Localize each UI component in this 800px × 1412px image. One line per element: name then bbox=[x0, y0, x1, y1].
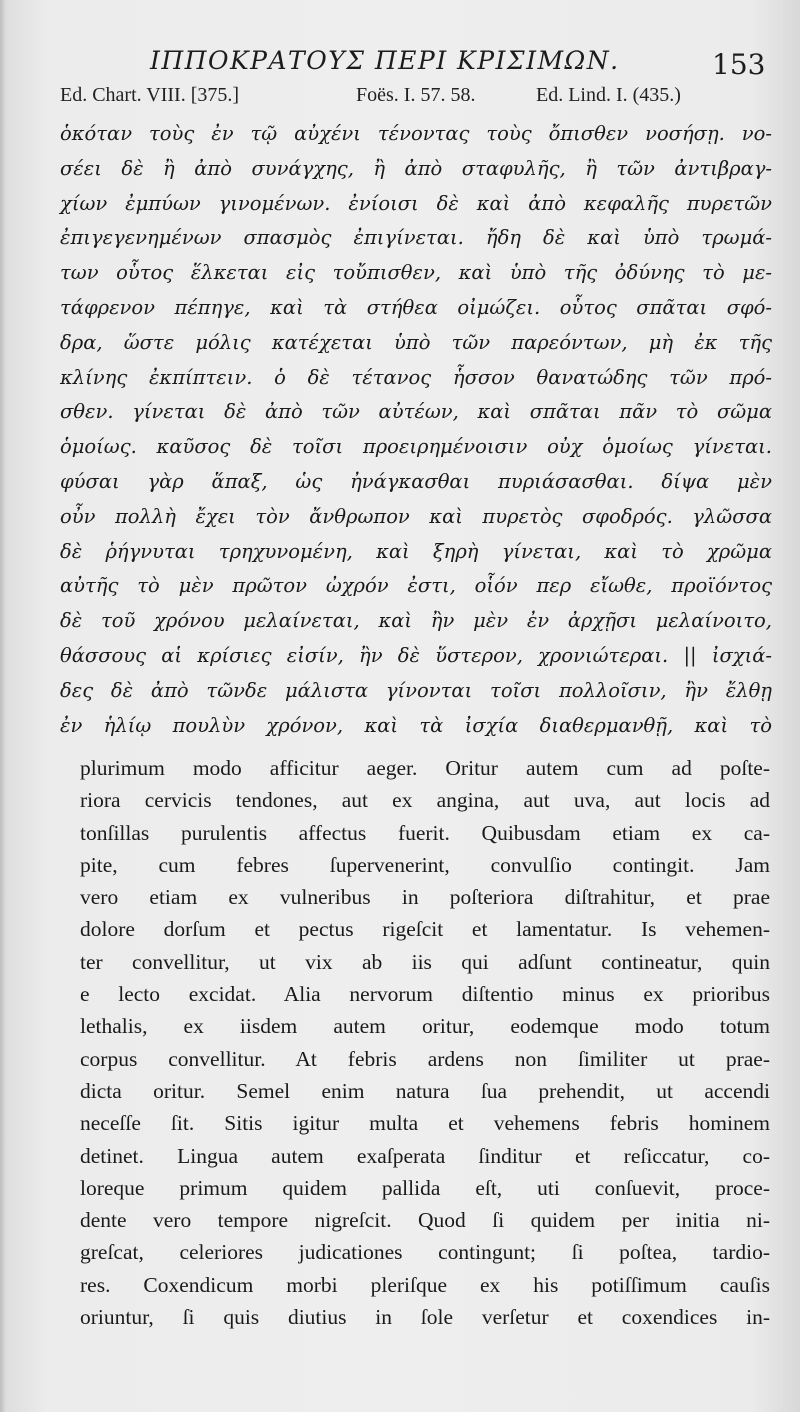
greek-line: χίων ἐμπύων γινομένων. ἐνίοισι δὲ καὶ ἀπὸ κεφαλῆς πυρετῶν bbox=[60, 191, 772, 215]
greek-line: κλίνης ἐκπίπτειν. ὁ δὲ τέτανος ἧσσον θανατώδης τῶν πρό- bbox=[60, 365, 772, 389]
latin-line: detinet. Lingua autem exaſperata ſinditur et reſiccatur, co- bbox=[80, 1143, 770, 1168]
greek-text bbox=[60, 117, 772, 743]
latin-line: dolore dorſum et pectus rigeſcit et lamentatur. Is vehemen- bbox=[80, 917, 770, 942]
greek-line: δὲ ῥήγνυται τρηχυνομένη, καὶ ξηρὴ γίνεται, καὶ τὸ χρῶμα bbox=[60, 539, 772, 563]
edition-ref-chart: Ed. Chart. VIII. [375.] bbox=[60, 84, 240, 106]
greek-line: φύσαι γὰρ ἅπαξ, ὡς ἠνάγκασθαι πυριάσασθαι. δίψα μὲν bbox=[60, 469, 772, 493]
greek-line: σέει δὲ ἢ ἀπὸ συνάγχης, ἢ ἀπὸ σταφυλῆς, ἢ τῶν ἀντιβραγ- bbox=[60, 156, 772, 180]
latin-line: loreque primum quidem pallida eſt, uti conſuevit, proce- bbox=[80, 1175, 770, 1200]
page-number: 153 bbox=[712, 48, 766, 81]
running-title: ΙΠΠΟΚΡΑΤΟΥΣ ΠΕΡΙ ΚΡΙΣΙΜΩΝ. bbox=[150, 46, 620, 75]
greek-line: τάφρενον πέπηγε, καὶ τὰ στήθεα οἰμώζει. οὗτος σπᾶται σφό- bbox=[60, 295, 772, 319]
latin-line: lethalis, ex iisdem autem oritur, eodemque modo totum bbox=[80, 1014, 770, 1039]
greek-line: των οὗτος ἕλκεται εἰς τοὔπισθεν, καὶ ὑπὸ τῆς ὀδύνης τὸ με- bbox=[60, 261, 772, 285]
latin-line: greſcat, celeriores judicationes contingunt; ſi poſtea, tardio- bbox=[80, 1240, 770, 1265]
greek-line: δρα, ὥστε μόλις κατέχεται ὑπὸ τῶν παρεόντων, μὴ ἐκ τῆς bbox=[60, 330, 772, 354]
latin-line: neceſſe ſit. Sitis igitur multa et vehemens febris hominem bbox=[80, 1111, 770, 1136]
latin-translation bbox=[80, 752, 770, 1333]
greek-line: σθεν. γίνεται δὲ ἀπὸ τῶν αὐτέων, καὶ σπᾶται πᾶν τὸ σῶμα bbox=[60, 400, 772, 424]
edition-references bbox=[60, 84, 772, 118]
latin-line: plurimum modo afficitur aeger. Oritur autem cum ad poſte- bbox=[80, 756, 770, 780]
greek-line: οὖν πολλὴ ἔχει τὸν ἄνθρωπον καὶ πυρετὸς σφοδρός. γλῶσσα bbox=[60, 504, 772, 528]
greek-line: δὲ τοῦ χρόνου μελαίνεται, καὶ ἢν μὲν ἐν ἀρχῇσι μελαίνοιτο, bbox=[60, 609, 772, 633]
latin-line: dente vero tempore nigreſcit. Quod ſi quidem per initia ni- bbox=[80, 1208, 770, 1233]
greek-line: αὐτῆς τὸ μὲν πρῶτον ὠχρόν ἐστι, οἷόν περ εἴωθε, προϊόντος bbox=[60, 574, 772, 598]
edition-ref-foes: Foës. I. 57. 58. bbox=[356, 84, 476, 106]
greek-line: ἐν ἡλίῳ πουλὺν χρόνον, καὶ τὰ ἰσχία διαθερμανθῇ, καὶ τὸ bbox=[60, 713, 772, 737]
latin-line: vero etiam ex vulneribus in poſteriora diſtrahitur, et prae bbox=[80, 885, 770, 910]
latin-line: res. Coxendicum morbi pleriſque ex his potiſſimum cauſis bbox=[80, 1272, 770, 1297]
latin-line: e lecto excidat. Alia nervorum diſtentio minus ex prioribus bbox=[80, 982, 770, 1007]
latin-line: riora cervicis tendones, aut ex angina, aut uva, aut locis ad bbox=[80, 788, 770, 813]
running-head bbox=[0, 40, 800, 90]
latin-line: oriuntur, ſi quis diutius in ſole verſetur et coxendices in- bbox=[80, 1305, 770, 1330]
latin-line: pite, cum febres ſupervenerint, convulſio contingit. Jam bbox=[80, 852, 770, 877]
greek-line: ὁκόταν τοὺς ἐν τῷ αὐχένι τένοντας τοὺς ὄπισθεν νοσήσῃ. νο- bbox=[60, 122, 772, 145]
latin-line: corpus convellitur. At febris ardens non ſimiliter ut prae- bbox=[80, 1046, 770, 1071]
greek-line: δες δὲ ἀπὸ τῶνδε μάλιστα γίνονται τοῖσι πολλοῖσιν, ἢν ἔλθῃ bbox=[60, 678, 772, 702]
page-gutter-shadow bbox=[0, 0, 6, 1412]
greek-line: ἐπιγεγενημένων σπασμὸς ἐπιγίνεται. ἤδη δὲ καὶ ὑπὸ τρωμά- bbox=[60, 226, 772, 250]
greek-line: ὁμοίως. καῦσος δὲ τοῖσι προειρημένοισιν οὐχ ὁμοίως γίνεται. bbox=[60, 435, 772, 459]
edition-ref-lind: Ed. Lind. I. (435.) bbox=[536, 84, 681, 106]
latin-line: dicta oritur. Semel enim natura ſua prehendit, ut accendi bbox=[80, 1078, 770, 1103]
latin-line: ter convellitur, ut vix ab iis qui adſunt contineatur, quin bbox=[80, 949, 770, 974]
latin-line: tonſillas purulentis affectus fuerit. Quibusdam etiam ex ca- bbox=[80, 820, 770, 845]
greek-line: θάσσους αἱ κρίσιες εἰσίν, ἢν δὲ ὕστερον, χρονιώτεραι. || ἰσχιά- bbox=[60, 643, 772, 667]
